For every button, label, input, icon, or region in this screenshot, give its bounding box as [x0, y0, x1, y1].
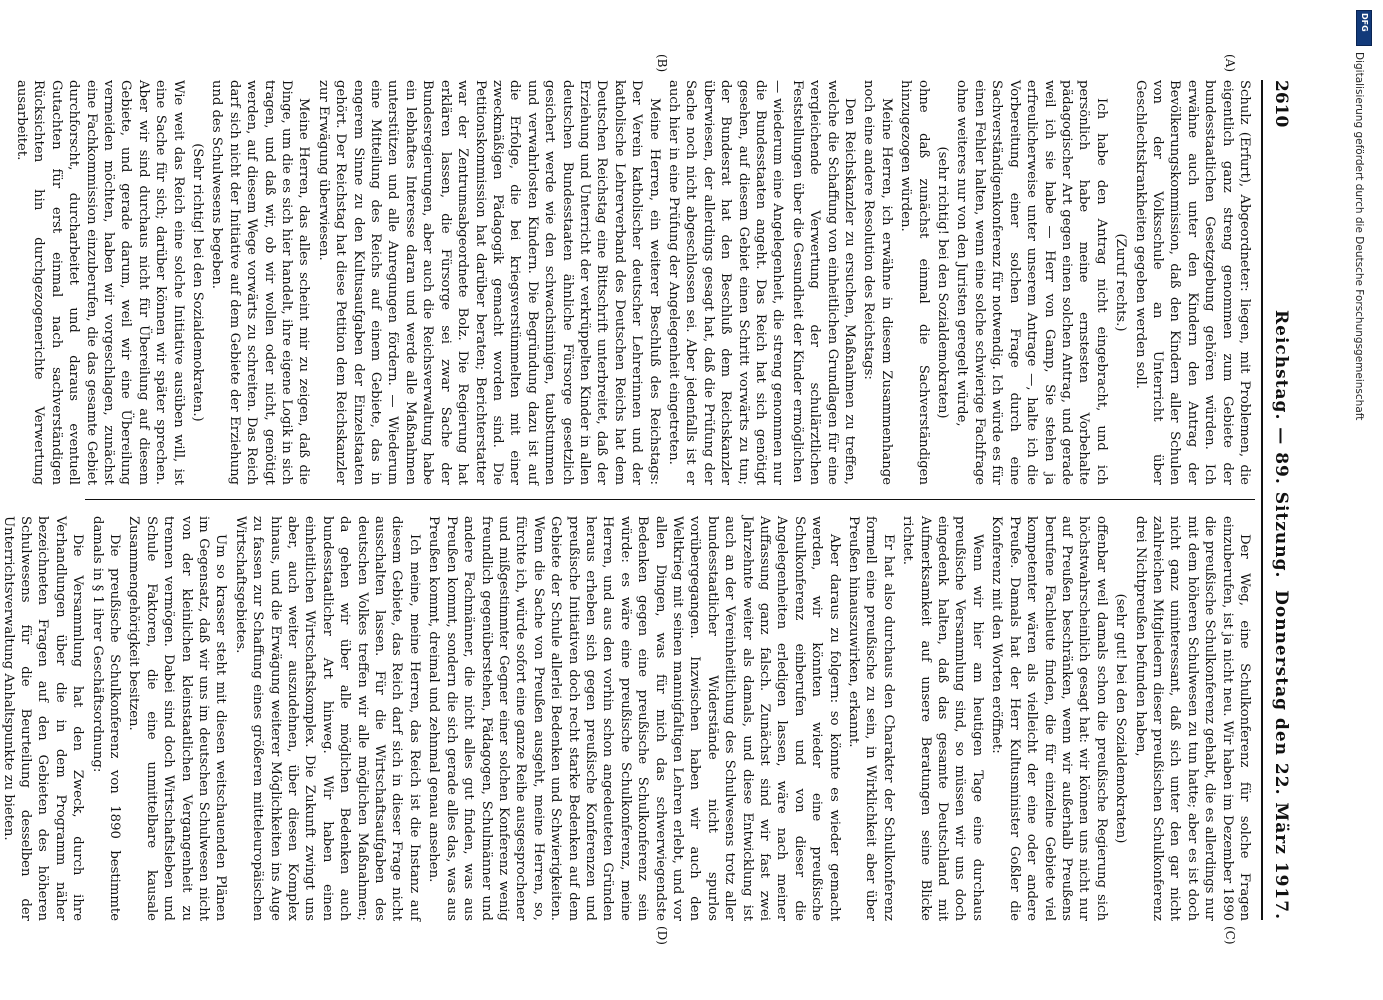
paragraph: Wie weit das Reich eine solche Initiative ausüben will, ist eine Sache für sich; darüber können wir später sprechen. Aber wir sind durchaus nicht für Übereilung auf diesem Gebiete, und gerade darum, weil wir eine Übereilung vermeiden möchten, haben wir vorgeschlagen, zunächst eine Fachkommission einzuberufen, die das gesamte Gebiet durchforscht, durcharbeitet und daraus eventuell Gutachten für erst einmal nach sachverständigen Rücksichten hin durchgezogenerichte Verwertung ausarbeitet. [13, 80, 186, 485]
page-header [1263, 80, 1301, 920]
left-column [13, 80, 1253, 485]
page-number: 2610 [1271, 80, 1291, 128]
right-column [0, 516, 1253, 921]
paragraph: — wiederum eine Angelegenheit, die streng genommen nur die Bundesstaaten angeht. Das Reich hat sich genötigt gesehen, auf diesem Gebiet einen Schritt vorwärts zu tun; der Bundesrat hat den Beschluß dem Reichskanzler überwiesen, der allerdings gesagt hat, daß die Prüfung der Sache noch nicht abgeschlossen sei. Aber jedenfalls ist er auch hier in eine Prüfung der Angelegenheit eingetreten. [666, 80, 786, 485]
interjection: (sehr gut! bei den Sozialdemokraten) [1113, 593, 1129, 844]
quotation: Den Reichskanzler zu ersuchen, Maßnahmen zu treffen, welche die Schaffung von einheitlichen Grundlagen für eine vergleichende Verwertung der schulärztlichen Feststellungen über die Gesundheit der Kinder ermöglichen [789, 80, 858, 485]
interjection: (Zuruf rechts.) [1113, 233, 1129, 332]
paragraph: Der Weg, eine Schulkonferenz für solche Fragen einzuberufen, ist ja nicht neu. Wir haben im Dezember 1890 die preußische Schulkonferenz gehabt, die es allerdings nur mit dem höheren Schulwesen zu tun hatte; aber es ist doch nicht ganz uninteressant, daß sich unter den gar nicht zahlreichen Mitgliedern dieser preußischen Schulkonferenz drei Nichtpreußen befunden haben, [1132, 516, 1252, 921]
header-rule [1261, 80, 1263, 920]
funding-sidebar [1352, 4, 1378, 988]
paragraph: ohne daß zunächst einmal die Sachverständigen hinzugezogen würden. [898, 80, 931, 485]
running-title: Reichstag. — 89. Sitzung. [1271, 310, 1291, 579]
paragraph: Aber daraus zu folgern: so könnte es wieder gemacht werden, wir könnten wieder eine preußische Schulkonferenz einberufen und von dieser die Angelegenheiten erledigen lassen, wäre nach meiner Auffassung ganz falsch. Zunächst sind wir fast zwei Jahrzehnte weiter als damals, und diese Entwicklung ist auch an der Vereinheitlichung des Schulwesens trotz aller bundesstaatlicher Widerstände nicht spurlos vorübergegangen. Inzwischen haben wir auch den Weltkrieg mit seinen mannigfaltigen Lehren erlebt, und vor allen Dingen, was für mich das schwerwiegendste Bedenken gegen eine preußische Schulkonferenz sein würde: es wäre eine preußische Schulkonferenz, meine Herren, und aus den vorhin schon angedeuteten Gründen heraus erheben sich gegen preußische Konferenzen und preußische Initiativen doch recht starke Bedenken auf dem Gebiete der Schule allerlei Bedenken und Schwierigkeiten. Wenn die Sache von Preußen ausgeht, meine Herren, so, fürchte ich, würde sofort eine ganze Reihe ausgesprochener und mißgestimmter Gegner einer solchen Konferenz wenig freundlich gegenüberstehen, Pädagogen, Schulmänner und andere Fachmänner, die nicht alles gut finden, was aus Preußen kommt, sondern die sich gerade alles das, was aus Preußen kommt, dreimal und zehnmal genau ansehen. [426, 516, 842, 921]
quotation: Wenn wir hier am heutigen Tage eine durchaus preußische Versammlung sind, so müssen wir uns doch eingedenk halten, daß das gesamte Deutschland mit Aufmerksamkeit auf unsere Beratungen seine Blicke richtet. [900, 516, 985, 921]
dfg-logo [1356, 10, 1372, 46]
interjection: (Sehr richtig! bei den Sozialdemokraten.) [190, 143, 206, 422]
paragraph: Ich habe den Antrag nicht eingebracht, und ich persönlich habe meine ernstesten Vorbehalte pädagogischer Art gegen einen solchen Antrag, und gerade weil ich sie habe — Herr von Gamp, Sie stehen ja erfreulicherweise unter unserem Antrage —, halte ich die Vorbereitung einer solchen Frage durch eine Sachverständigenkonferenz für notwendig. Ich würde es für einen Fehler halten, wenn eine solche schwierige Fachfrage ohne weiteres nur von den Juristen geregelt würde, [954, 80, 1109, 485]
paragraph: Meine Herren, ein weiterer Beschluß des Reichstags: Der Verein katholischer deutscher Lehrerinnen und der katholische Lehrerverband des Deutschen Reichs hat dem Deutschen Reichstag eine Bittschrift unterbreitet, daß der Erziehung und Unterricht der verkrüppelten Kinder in allen deutschen Bundesstaaten ähnliche Fürsorge gesetzlich gesichert werde wie den schwachsinnigen, taubstummen und verwahrlosten Kindern. Die Begründung dazu ist auf die Erfolge, die bei kriegsverstümmelten mit einer zweckmäßigen Pädagogik gemacht worden sind. Die Petitionskommission hat darüber beraten; Berichterstatter war der Zentrumsabgeordnete Bolz. Die Regierung hat erklären lassen, die Fürsorge sei zwar Sache der Bundesregierungen, aber auch die Reichsverwaltung habe ein lebhaftes Interesse daran und werde alle Maßnahmen unterstützen und alle Anregungen fördern. — Wiederum eine Mitteilung des Reichs auf einem Gebiete, das in engerem Sinne zu den Kultusaufgaben der Einzelstaaten gehört. Der Reichstag hat diese Petition dem Reichskanzler zur Erwägung überwiesen. [315, 80, 662, 485]
paragraph: Die preußische Schulkonferenz von 1890 bestimmte damals in § 1 ihrer Geschäftsordnung: [89, 516, 122, 921]
margin-marker-b: (B) [655, 54, 669, 73]
session-date: Donnerstag den 22. März 1917. [1271, 590, 1291, 920]
margin-marker-d: (D) [655, 926, 669, 945]
document-page [0, 50, 1309, 950]
margin-marker-a: (A) [1223, 54, 1237, 73]
interjection: (sehr richtig! bei den Sozialdemokraten) [935, 146, 951, 419]
paragraph: Er hat also durchaus den Charakter der Schulkonferenz formell eine preußische zu sein, in Wirklichkeit aber über Preußen hinauszuwirken, erkannt. [846, 516, 896, 921]
digitization-credit: Digitalisierung gefördert durch die Deutsche Forschungsgemeinschaft [1353, 52, 1365, 421]
column-divider [85, 499, 1255, 500]
paragraph: Ich meine, meine Herren, das Reich ist die Instanz auf diesem Gebiete, das Reich darf sich in dieser Frage nicht ausschalten lassen. Für die Wirtschaftsaufgaben des deutschen Volkes treffen wir alle möglichen Maßnahmen; da gehen wir über alle möglichen Bedenken auch bundesstaatlicher Art hinweg. Wir haben einen einheitlichen Wirtschaftskomplex. Die Zukunft zwingt uns aber, auch weiter auszudehnen, über diesen Komplex hinaus, und die Erwägung weiterer Möglichkeiten ins Auge zu fassen zur Schaffung eines größeren mitteleuropäischen Wirtschaftsgebietes. [232, 516, 422, 921]
quotation: Die Versammlung hat den Zweck, durch ihre Verhandlungen über die in dem Programm näher bezeichneten Fragen auf den Gebieten des höheren Schulwesens für die Beurteilung desselben der Unterrichtsverwaltung Anhaltspunkte zu bieten. [0, 516, 86, 921]
paragraph: Meine Herren, das alles scheint mir zu zeigen, daß die Dinge, um die es sich hier handelt, ihre eigene Logik in sich tragen, und daß wir, ob wir wollen oder nicht, genötigt werden, auf diesem Wege vorwärts zu schreiten. Das Reich darf sich nicht der Initiative auf dem Gebiete der Erziehung und des Schulwesens begeben. [209, 80, 312, 485]
paragraph: Um so krasser steht mit diesen weitschauenden Plänen im Gegensatz, daß wir uns im deutschen Schulwesen nicht von der kleinlichen kleinstaatlichen Vergangenheit zu trennen vermögen. Dabei sind doch Wirtschaftsleben und Schule Faktoren, die eine unmittelbare kausale Zusammengehörigkeit besitzen. [126, 516, 229, 921]
paragraph: offenbar weil damals schon die preußische Regierung sich höchstwahrscheinlich gesagt hat: wir können uns nicht nur auf Preußen beschränken, wenn wir außerhalb Preußens berufene Fachleute finden, die für einzelne Gebiete viel kompetenter wären als vielleicht der eine oder andere Preuße. Damals hat der Herr Kultusminister Goßler die Konferenz mit den Worten eröffnet: [989, 516, 1109, 921]
paragraph: Meine Herren, ich erwähne in diesem Zusammenhange noch eine andere Resolution des Reichstags: [861, 80, 894, 485]
paragraph: Schulz (Erfurt), Abgeordneter: liegen, mit Problemen, die eigentlich ganz streng genommen zum Gebiete der bundesstaatlichen Gesetzgebung gehören würden. Ich erwähne auch unter den Kindern den Antrag der Bevölkerungskommission, daß den Kindern aller Schulen von der Volksschule an Unterricht über Geschlechtskrankheiten gegeben werden soll. [1132, 80, 1252, 485]
margin-marker-c: (C) [1223, 926, 1237, 945]
dfg-logo-text: DFG [1360, 13, 1369, 32]
